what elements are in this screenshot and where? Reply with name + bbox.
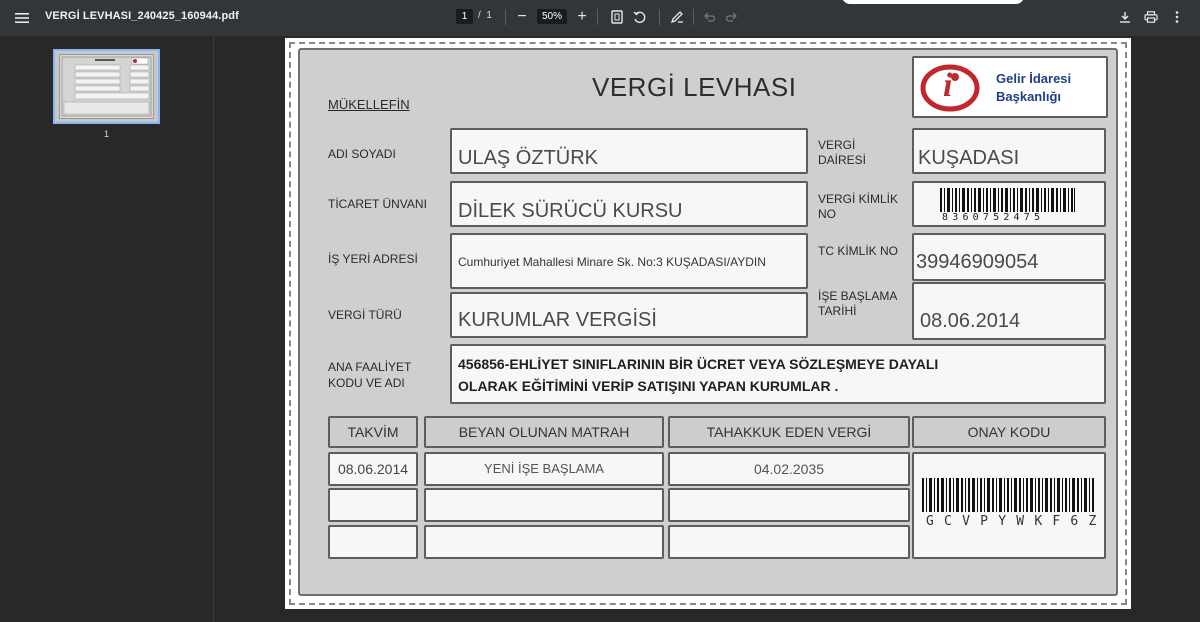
- zoom-level-input[interactable]: 50%: [537, 9, 567, 24]
- fit-page-icon: [611, 10, 623, 24]
- table-cell-beyan-3: [424, 525, 664, 559]
- menu-icon[interactable]: [12, 8, 32, 28]
- table-header-onay-kodu: ONAY KODU: [912, 416, 1106, 448]
- ise-baslama-label-1: İŞE BAŞLAMA: [818, 289, 898, 303]
- search-overlay: [842, 0, 1024, 4]
- adi-soyadi-value: ULAŞ ÖZTÜRK: [458, 147, 599, 169]
- vergi-turu-value: KURUMLAR VERGİSİ: [458, 309, 657, 331]
- toolbar-divider: [659, 9, 660, 25]
- ticaret-unvani-label: TİCARET ÜNVANI: [328, 197, 427, 211]
- document-filename: VERGİ LEVHASI_240425_160944.pdf: [45, 10, 239, 22]
- gib-logo-text-1: Gelir İdaresi: [996, 71, 1072, 86]
- ana-faaliyet-field: [450, 344, 1106, 404]
- ise-baslama-value: 08.06.2014: [920, 310, 1021, 332]
- table-cell-beyan-1: YENİ İŞE BAŞLAMA: [424, 452, 664, 486]
- table-header-beyan: BEYAN OLUNAN MATRAH: [424, 416, 664, 448]
- vergi-dairesi-field: [912, 128, 1106, 174]
- vergi-turu-field: [450, 292, 808, 338]
- minus-icon: −: [517, 8, 527, 25]
- mukellefin-label: MÜKELLEFİN: [328, 97, 410, 112]
- is-yeri-adresi-value: Cumhuriyet Mahallesi Minare Sk. No:3 KUŞADASI/AYDIN: [458, 255, 766, 269]
- zoom-out-button[interactable]: [513, 8, 531, 26]
- onay-kodu-value: G C V P Y W K F 6 Z: [926, 514, 1098, 529]
- download-button[interactable]: [1116, 8, 1134, 26]
- pdf-toolbar: [0, 0, 1200, 36]
- tc-kimlik-label: TC KİMLİK NO: [818, 244, 899, 258]
- pen-icon: [670, 10, 684, 24]
- rotate-icon: [633, 10, 647, 24]
- current-page-input[interactable]: 1: [456, 9, 473, 24]
- redo-button[interactable]: [723, 8, 741, 26]
- adi-soyadi-field: [450, 128, 808, 174]
- vergi-dairesi-label-1: VERGİ: [818, 138, 856, 152]
- tc-kimlik-field: [912, 233, 1106, 281]
- more-vert-icon: [1175, 11, 1179, 23]
- table-cell-takvim-2: [328, 488, 418, 522]
- ticaret-unvani-field: [450, 181, 808, 227]
- fit-to-page-button[interactable]: [608, 8, 626, 26]
- redo-icon: [726, 11, 738, 23]
- ana-faaliyet-label-2: KODU VE ADI: [328, 376, 405, 390]
- is-yeri-adresi-label: İŞ YERİ ADRESİ: [328, 252, 418, 266]
- ise-baslama-label-2: TARİHİ: [818, 304, 857, 318]
- more-options-button[interactable]: [1168, 8, 1186, 26]
- vergi-kimlik-label-2: NO: [818, 207, 836, 221]
- download-icon: [1119, 11, 1131, 23]
- ana-faaliyet-line-2: OLARAK EĞİTİMİNİ VERİP SATIŞINI YAPAN KURUMLAR .: [458, 378, 839, 394]
- table-cell-tahakkuk-1: 04.02.2035: [668, 452, 910, 486]
- print-button[interactable]: [1142, 8, 1160, 26]
- undo-icon: [703, 11, 715, 23]
- annotate-button[interactable]: [668, 8, 686, 26]
- thumbnail-sidebar: [0, 36, 214, 622]
- table-cell-tahakkuk-3: [668, 525, 910, 559]
- thumbnail-preview: [59, 54, 154, 119]
- thumbnail-page-number: 1: [103, 129, 109, 139]
- document-title: VERGİ LEVHASI: [592, 72, 797, 102]
- table-cell-tahakkuk-2: [668, 488, 910, 522]
- toolbar-divider: [693, 9, 694, 25]
- table-header-takvim: TAKVİM: [328, 416, 418, 448]
- tc-kimlik-value: 39946909054: [916, 251, 1039, 273]
- page-thumbnail[interactable]: [53, 49, 160, 124]
- vergi-turu-label: VERGİ TÜRÜ: [328, 308, 402, 322]
- vergi-dairesi-label-2: DAİRESİ: [818, 153, 867, 167]
- rotate-button[interactable]: [631, 8, 649, 26]
- gib-logo-text-2: Başkanlığı: [996, 89, 1062, 104]
- gib-logo: [912, 56, 1108, 118]
- page-count: [478, 10, 492, 21]
- vergi-kimlik-field: [912, 181, 1106, 227]
- toolbar-divider: [597, 9, 598, 25]
- plus-icon: +: [577, 8, 587, 25]
- table-cell-takvim-1: 08.06.2014: [328, 452, 418, 486]
- is-yeri-adresi-field: [450, 233, 808, 289]
- table-cell-takvim-3: [328, 525, 418, 559]
- gib-logo-letter: i: [943, 67, 953, 104]
- table-cell-beyan-2: [424, 488, 664, 522]
- ticaret-unvani-value: DİLEK SÜRÜCÜ KURSU: [458, 200, 683, 222]
- vergi-kimlik-digits: 8360752475: [942, 212, 1045, 223]
- ise-baslama-field: [912, 282, 1106, 340]
- vergi-kimlik-barcode: [940, 188, 1076, 212]
- toolbar-divider: [505, 9, 506, 25]
- zoom-in-button[interactable]: [573, 8, 591, 26]
- ana-faaliyet-label-1: ANA FAALİYET: [328, 360, 412, 374]
- onay-kodu-barcode: [922, 478, 1096, 512]
- adi-soyadi-label: ADI SOYADI: [328, 147, 396, 161]
- total-pages: 1: [486, 10, 492, 21]
- print-icon: [1144, 11, 1158, 23]
- ana-faaliyet-line-1: 456856-EHLİYET SINIFLARININ BİR ÜCRET VEYA SÖZLEŞMEYE DAYALI: [458, 356, 939, 372]
- onay-kodu-field: [912, 452, 1106, 559]
- vergi-dairesi-value: KUŞADASI: [918, 147, 1020, 169]
- page-separator: /: [478, 10, 481, 21]
- tax-certificate-card: [298, 48, 1118, 596]
- table-header-tahakkuk: TAHAKKUK EDEN VERGİ: [668, 416, 910, 448]
- undo-button[interactable]: [700, 8, 718, 26]
- vergi-kimlik-label-1: VERGİ KİMLİK: [818, 192, 899, 206]
